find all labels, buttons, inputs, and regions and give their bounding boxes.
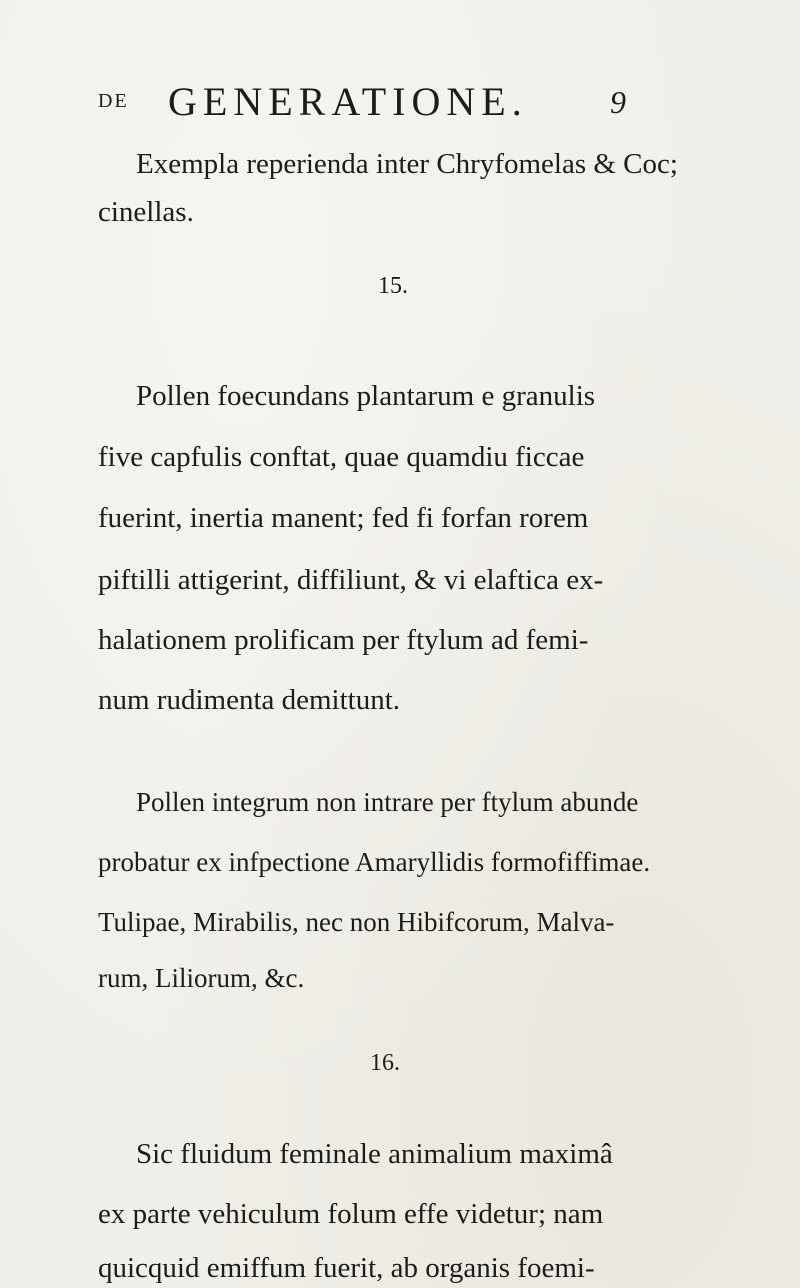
- text-line: halationem prolificam per ftylum ad femi-: [98, 624, 589, 656]
- text-line: five capfulis conftat, quae quamdiu ficcae: [98, 441, 585, 473]
- page-number: 9: [610, 84, 626, 120]
- text-line: Tulipae, Mirabilis, nec non Hibifcorum, Malva-: [98, 907, 615, 937]
- text-line: Exempla reperienda inter Chryfomelas & Coc;: [136, 148, 678, 180]
- header-prefix: DE: [98, 90, 129, 112]
- text-line: rum, Liliorum, &c.: [98, 963, 305, 993]
- text-line: Sic fluidum feminale animalium maximâ: [136, 1138, 613, 1170]
- text-line: cinellas.: [98, 196, 194, 228]
- text-line: piftilli attigerint, diffiliunt, & vi elaftica ex-: [98, 564, 604, 596]
- text-line: fuerint, inertia manent; fed fi forfan rorem: [98, 502, 589, 534]
- text-line: Pollen integrum non intrare per ftylum abunde: [136, 787, 639, 817]
- section-number: 15.: [378, 273, 408, 299]
- text-line: ex parte vehiculum folum effe videtur; nam: [98, 1198, 604, 1230]
- text-line: Pollen foecundans plantarum e granulis: [136, 380, 596, 412]
- header-title: GENERATIONE.: [168, 79, 528, 124]
- running-header: [98, 78, 638, 126]
- text-line: num rudimenta demittunt.: [98, 684, 401, 716]
- text-line: quicquid emiffum fuerit, ab organis foemi-: [98, 1252, 595, 1284]
- text-line: probatur ex infpectione Amaryllidis formofiffimae.: [98, 847, 651, 877]
- section-number: 16.: [370, 1050, 400, 1076]
